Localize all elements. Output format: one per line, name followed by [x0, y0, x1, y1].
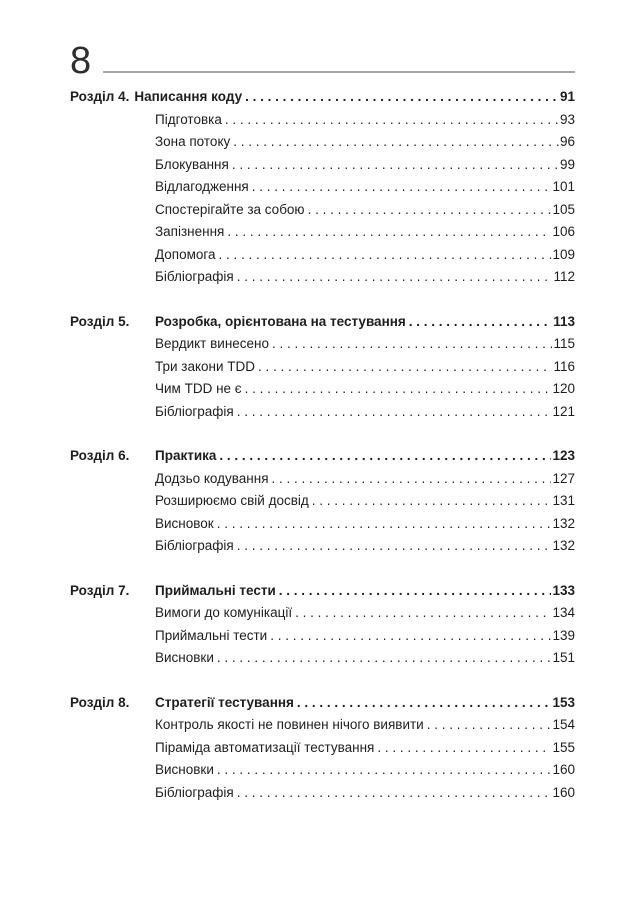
dot-leader	[258, 356, 552, 379]
toc-entry-row[interactable]	[70, 266, 575, 289]
chapter-label: Розділ 4.	[70, 89, 130, 104]
page-ref: 116	[553, 358, 575, 374]
entry-title: Спостерігайте за собою	[155, 201, 305, 217]
chapter-label: Розділ 6.	[70, 448, 130, 463]
page-ref: 112	[553, 269, 575, 284]
dot-leader	[237, 266, 553, 289]
dot-leader	[237, 782, 552, 805]
page-ref: 160	[552, 762, 575, 777]
page-ref: 105	[552, 201, 575, 217]
chapter-row[interactable]	[70, 311, 575, 334]
toc-entry-row[interactable]	[70, 131, 575, 154]
toc-entry-row[interactable]	[70, 782, 575, 805]
page-ref: 132	[552, 515, 575, 531]
toc-entry-row[interactable]	[70, 333, 575, 356]
dot-leader	[245, 378, 552, 401]
page-ref: 154	[552, 717, 575, 732]
entry-title: Бібліографія	[155, 538, 234, 553]
dot-leader	[219, 244, 552, 267]
page-ref: 132	[552, 538, 575, 553]
page-ref: 151	[552, 650, 575, 665]
chapter-row[interactable]	[70, 580, 575, 603]
page-ref: 134	[552, 605, 575, 620]
toc-entry-row[interactable]	[70, 535, 575, 558]
entry-title: Підготовка	[155, 111, 222, 127]
page-ref: 123	[552, 448, 575, 463]
entry-title: Допомога	[155, 246, 216, 262]
dot-leader	[312, 490, 552, 513]
dot-leader	[245, 86, 559, 109]
toc-entry-row[interactable]	[70, 513, 575, 536]
toc-entry-row[interactable]	[70, 401, 575, 424]
entry-title: Відлагодження	[155, 179, 249, 194]
dot-leader	[272, 468, 552, 491]
dot-leader	[297, 692, 552, 715]
entry-title: Розширюємо свій досвід	[155, 493, 309, 508]
dot-leader	[272, 333, 552, 356]
page-header	[70, 40, 575, 82]
dot-leader	[217, 647, 552, 670]
toc-entry-row[interactable]	[70, 199, 575, 222]
dot-leader	[237, 535, 552, 558]
page-ref: 96	[559, 134, 575, 149]
page-ref: 155	[552, 739, 575, 755]
toc-entry-row[interactable]	[70, 244, 575, 267]
page-ref: 93	[559, 111, 575, 127]
entry-title: Запізнення	[155, 224, 225, 239]
page-ref: 91	[559, 89, 575, 104]
entry-title: Контроль якості не повинен нічого виявити	[155, 717, 424, 732]
toc-entry-row[interactable]	[70, 714, 575, 737]
dot-leader	[308, 199, 552, 222]
page-number: 8	[70, 40, 92, 82]
toc-entry-row[interactable]	[70, 490, 575, 513]
chapter-row[interactable]	[70, 692, 575, 715]
chapter-row[interactable]	[70, 86, 575, 109]
toc-section	[70, 692, 575, 805]
chapter-title: Приймальні тести	[155, 582, 276, 598]
page-ref: 109	[552, 246, 575, 262]
dot-leader	[252, 176, 552, 199]
toc-entry-row[interactable]	[70, 221, 575, 244]
toc-entry-row[interactable]	[70, 602, 575, 625]
chapter-label: Розділ 8.	[70, 694, 130, 710]
entry-title: Приймальні тести	[155, 627, 268, 643]
dot-leader	[232, 154, 559, 177]
page-ref: 153	[552, 694, 575, 710]
toc-entry-row[interactable]	[70, 176, 575, 199]
entry-title: Вимоги до комунікації	[155, 605, 293, 620]
toc-page	[70, 40, 575, 804]
page-ref: 101	[552, 179, 575, 194]
toc	[70, 86, 575, 804]
dot-leader	[377, 737, 551, 760]
entry-title: Висновок	[155, 515, 214, 531]
chapter-label: Розділ 7.	[70, 582, 130, 598]
page-ref: 131	[552, 493, 575, 508]
dot-leader	[237, 401, 552, 424]
dot-leader	[233, 131, 559, 154]
entry-title: Чим TDD не є	[155, 381, 242, 396]
entry-title: Висновки	[155, 762, 214, 777]
toc-entry-row[interactable]	[70, 378, 575, 401]
page-ref: 106	[552, 224, 575, 239]
entry-title: Вердикт винесено	[155, 336, 270, 351]
toc-section	[70, 445, 575, 558]
dot-leader	[295, 602, 551, 625]
entry-title: Висновки	[155, 650, 214, 665]
chapter-title: Написання коду	[134, 89, 243, 104]
chapter-title: Стратегії тестування	[155, 694, 294, 710]
entry-title: Додзьо кодування	[155, 470, 269, 486]
page-ref: 113	[553, 313, 575, 329]
entry-title: Піраміда автоматизації тестування	[155, 739, 375, 755]
toc-entry-row[interactable]	[70, 759, 575, 782]
toc-entry-row[interactable]	[70, 647, 575, 670]
toc-section	[70, 86, 575, 289]
entry-title: Бібліографія	[155, 403, 234, 419]
page-ref: 160	[552, 784, 575, 800]
dot-leader	[217, 513, 552, 536]
entry-title: Бібліографія	[155, 784, 234, 800]
page-ref: 133	[552, 582, 575, 598]
toc-entry-row[interactable]	[70, 356, 575, 379]
page-ref: 99	[559, 156, 575, 172]
dot-leader	[227, 221, 551, 244]
toc-entry-row[interactable]	[70, 109, 575, 132]
page-ref: 139	[552, 627, 575, 643]
dot-leader	[225, 109, 559, 132]
toc-section	[70, 580, 575, 670]
page-ref: 115	[553, 336, 575, 351]
chapter-row[interactable]	[70, 445, 575, 468]
entry-title: Бібліографія	[155, 269, 234, 284]
toc-entry-row[interactable]	[70, 468, 575, 491]
page-ref: 121	[552, 403, 575, 419]
toc-entry-row[interactable]	[70, 625, 575, 648]
dot-leader	[217, 759, 552, 782]
dot-leader	[427, 714, 552, 737]
dot-leader	[409, 311, 552, 334]
entry-title: Зона потоку	[155, 134, 231, 149]
toc-section	[70, 311, 575, 424]
entry-title: Три закони TDD	[155, 358, 256, 374]
dot-leader	[279, 580, 552, 603]
chapter-label: Розділ 5.	[70, 313, 130, 329]
page-ref: 120	[552, 381, 575, 396]
entry-title: Блокування	[155, 156, 229, 172]
toc-entry-row[interactable]	[70, 154, 575, 177]
page-ref: 127	[552, 470, 575, 486]
dot-leader	[219, 445, 551, 468]
chapter-title: Розробка, орієнтована на тестування	[155, 313, 406, 329]
toc-entry-row[interactable]	[70, 737, 575, 760]
header-rule	[103, 71, 575, 73]
chapter-title: Практика	[155, 448, 217, 463]
dot-leader	[270, 625, 551, 648]
